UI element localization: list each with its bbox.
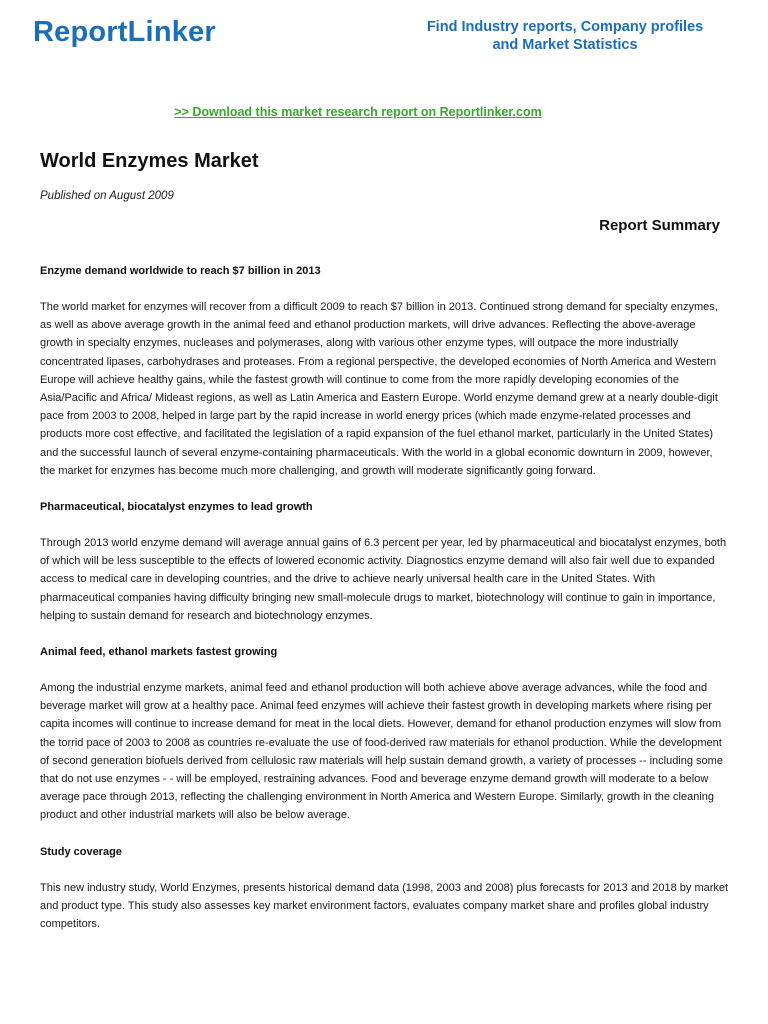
section-enzyme-demand <box>40 264 730 480</box>
section-heading: Animal feed, ethanol markets fastest growing <box>40 646 278 659</box>
section-animal-feed <box>40 645 730 825</box>
download-report-link[interactable]: >> Download this market research report on Reportlinker.com <box>174 105 542 119</box>
section-heading: Enzyme demand worldwide to reach $7 billion in 2013 <box>40 265 321 277</box>
section-body: The world market for enzymes will recover from a difficult 2009 to reach $7 billion in 2013. Continued strong demand for specialty enzymes, as well as above average growth in the animal feed and ethanol production markets, will drive advances. Reflecting the above-average growth in specialty enzymes, nucleases and polymerases, along with various other enzyme types, will outpace the more industrially concentrated lipases, carbohydrases and proteases. From a regional perspective, the developed economies of North America and Western Europe will achieve healthy gains, while the fastest growth will continue to come from the more rapidly developing economies of the Asia/Pacific and Africa/ Mideast regions, as well as Latin America and Eastern Europe. World enzyme demand grew at a nearly double-digit pace from 2003 to 2008, helped in large part by the rapid increase in world energy prices (which made enzyme-related processes and products more cost effective, and facilitated the legislation of a rapid expansion of the fuel ethanol market, particularly in the United States) and the successful launch of several enzyme-containing pharmaceuticals. With the world in a global economic downturn in 2009, however, the market for enzymes has become much more challenging, and growth will moderate significantly going forward. <box>40 301 718 477</box>
section-body: This new industry study, World Enzymes, presents historical demand data (1998, 2003 and 2008) plus forecasts for 2013 and 2018 by market and product type. This study also assesses key market environment factors, evaluates company market share and profiles global industry competitors. <box>40 881 729 931</box>
section-heading: Study coverage <box>40 845 122 858</box>
section-study-coverage <box>40 845 730 934</box>
tagline-line-1: Find Industry reports, Company profiles <box>426 19 704 35</box>
header-tagline <box>400 18 730 54</box>
reportlinker-logo[interactable]: ReportLinker <box>33 16 216 48</box>
report-content <box>40 264 730 953</box>
page-title: World Enzymes Market <box>40 150 259 172</box>
published-date: Published on August 2009 <box>40 190 174 202</box>
section-pharmaceutical <box>40 500 730 625</box>
tagline-line-2: and Market Statistics <box>492 37 638 53</box>
section-body: Among the industrial enzyme markets, animal feed and ethanol production will both achieve above average advances, while the food and beverage market will grow at a healthy pace. Animal feed enzymes will achieve their fastest growth in developing markets where rising per capita incomes will continue to increase demand for meat in the local diets. However, demand for ethanol production enzymes will slow from the torrid pace of 2003 to 2008 as countries re-evaluate the use of food-derived raw materials for ethanol production. While the development of second generation biofuels derived from cellulosic raw materials will help sustain demand growth, a variety of processes -- including some that do not use enzymes - - will be employed, restraining advances. Food and beverage enzyme demand growth will moderate to a below average pace through 2013, reflecting the challenging environment in North America and Western Europe. Similarly, growth in the cleaning product and other industrial markets will also be below average. <box>40 682 723 822</box>
section-body: Through 2013 world enzyme demand will average annual gains of 6.3 percent per year, led by pharmaceutical and biocatalyst enzymes, both of which will be less susceptible to the effects of lowered economic activity. Diagnostics enzyme demand will also fair well due to expanded access to medical care in developing countries, and the drive to achieve nearly universal health care in the United States. With pharmaceutical companies having difficulty bringing new small-molecule drugs to market, biotechnology will continue to gain in importance, helping to sustain demand for research and biotechnology enzymes. <box>40 537 727 622</box>
report-summary-heading: Report Summary <box>599 217 720 234</box>
section-heading: Pharmaceutical, biocatalyst enzymes to lead growth <box>40 501 313 514</box>
page-header <box>0 0 768 80</box>
